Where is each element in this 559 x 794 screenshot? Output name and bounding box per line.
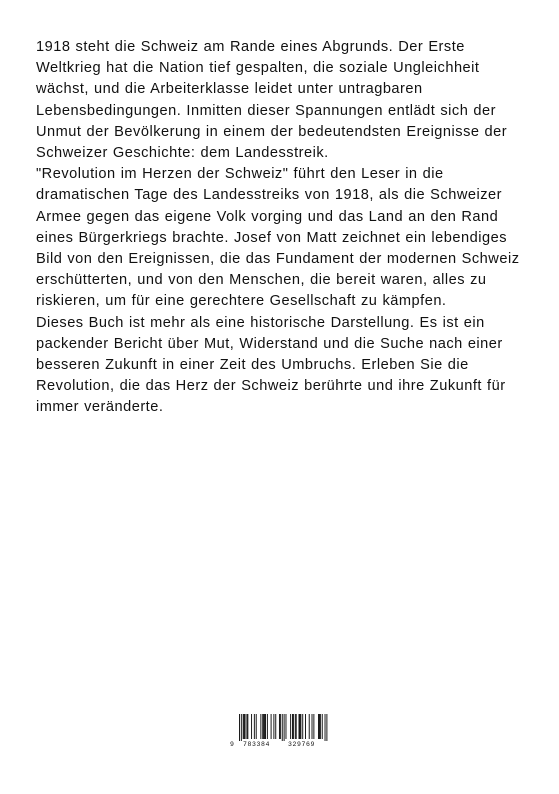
barcode-bar: [312, 714, 313, 739]
barcode-bar: [243, 714, 244, 739]
barcode-bar: [302, 714, 303, 739]
barcode-bar: [241, 714, 242, 741]
barcode-bar: [264, 714, 265, 739]
barcode-bar: [254, 714, 255, 739]
barcode-bar: [263, 714, 264, 739]
barcode-bar: [299, 714, 300, 739]
barcode-bar: [280, 714, 281, 739]
blurb-paragraph-2: "Revolution im Herzen der Schweiz" führt den Leser in die dramatischen Tage des Landesstreiks von 1918, als die Schweizer Armee gegen das eigene Volk vorging und das Land an den Rand eines Bürgerkriegs brachte. Josef von Matt zeichnet ein lebendiges Bild von den Ereignissen, die das Fundament der modernen Schweiz erschütterten, und von den Menschen, die bereit waren, alles zu riskieren, um für eine gerechtere Gesellschaft zu kämpfen.: [36, 166, 520, 310]
barcode-digits: [230, 740, 334, 749]
barcode-first-digit: 9: [230, 741, 234, 748]
isbn-barcode: [230, 713, 334, 749]
barcode-bar: [239, 714, 240, 741]
barcode-bar: [286, 714, 287, 739]
barcode-bar: [319, 714, 320, 739]
barcode-bar: [251, 714, 252, 739]
barcode-bar: [262, 714, 263, 739]
barcode-bar: [245, 714, 246, 739]
barcode-bar: [282, 714, 283, 741]
barcode-bars: [230, 713, 334, 741]
barcode-bar: [295, 714, 296, 739]
back-cover-blurb: [36, 37, 526, 419]
barcode-right-group: 329769: [288, 741, 316, 748]
barcode-bar: [267, 714, 268, 739]
barcode-bar: [246, 714, 247, 739]
barcode-bar: [305, 714, 306, 739]
barcode-bar: [325, 714, 326, 741]
barcode-bar: [296, 714, 297, 739]
blurb-paragraph-3: Dieses Buch ist mehr als eine historische Darstellung. Es ist ein packender Bericht über Mut, Widerstand und die Suche nach einer besseren Zukunft in einer Zeit des Umbruchs. Erleben Sie die Revolution, die das Herz der Schweiz berührte und ihre Zukunft für immer veränderte.: [36, 314, 506, 416]
barcode-bar: [326, 714, 327, 741]
barcode-bar: [256, 714, 257, 739]
barcode-bar: [322, 714, 323, 739]
barcode-bar: [309, 714, 310, 739]
barcode-bar: [271, 714, 272, 739]
blurb-paragraph-1: 1918 steht die Schweiz am Rande eines Abgrunds. Der Erste Weltkrieg hat die Nation tief gespalten, die soziale Ungleichheit wächst, und die Arbeiterklasse leidet unter untragbaren Lebensbedingungen. Inmitten dieser Spannungen entlädt sich der Unmut der Bevölkerung in einem der bedeutendsten Ereignisse der Schweizer Geschichte: dem Landesstreik.: [36, 39, 508, 162]
barcode-bar: [299, 714, 300, 739]
barcode-bar: [284, 714, 285, 741]
barcode-bar: [290, 714, 291, 739]
barcode-bar: [244, 714, 245, 739]
barcode-bar: [313, 714, 314, 739]
barcode-bar: [273, 714, 274, 739]
barcode-bar: [292, 714, 293, 739]
barcode-bar: [260, 714, 261, 739]
barcode-bar: [275, 714, 276, 739]
barcode-bar: [318, 714, 319, 739]
barcode-bar: [279, 714, 280, 739]
barcode-left-group: 783384: [243, 741, 271, 748]
barcode-bar: [265, 714, 266, 739]
barcode-bar: [247, 714, 248, 739]
barcode-bar: [293, 714, 294, 739]
barcode-bar: [300, 714, 301, 739]
barcode-bar: [320, 714, 321, 739]
